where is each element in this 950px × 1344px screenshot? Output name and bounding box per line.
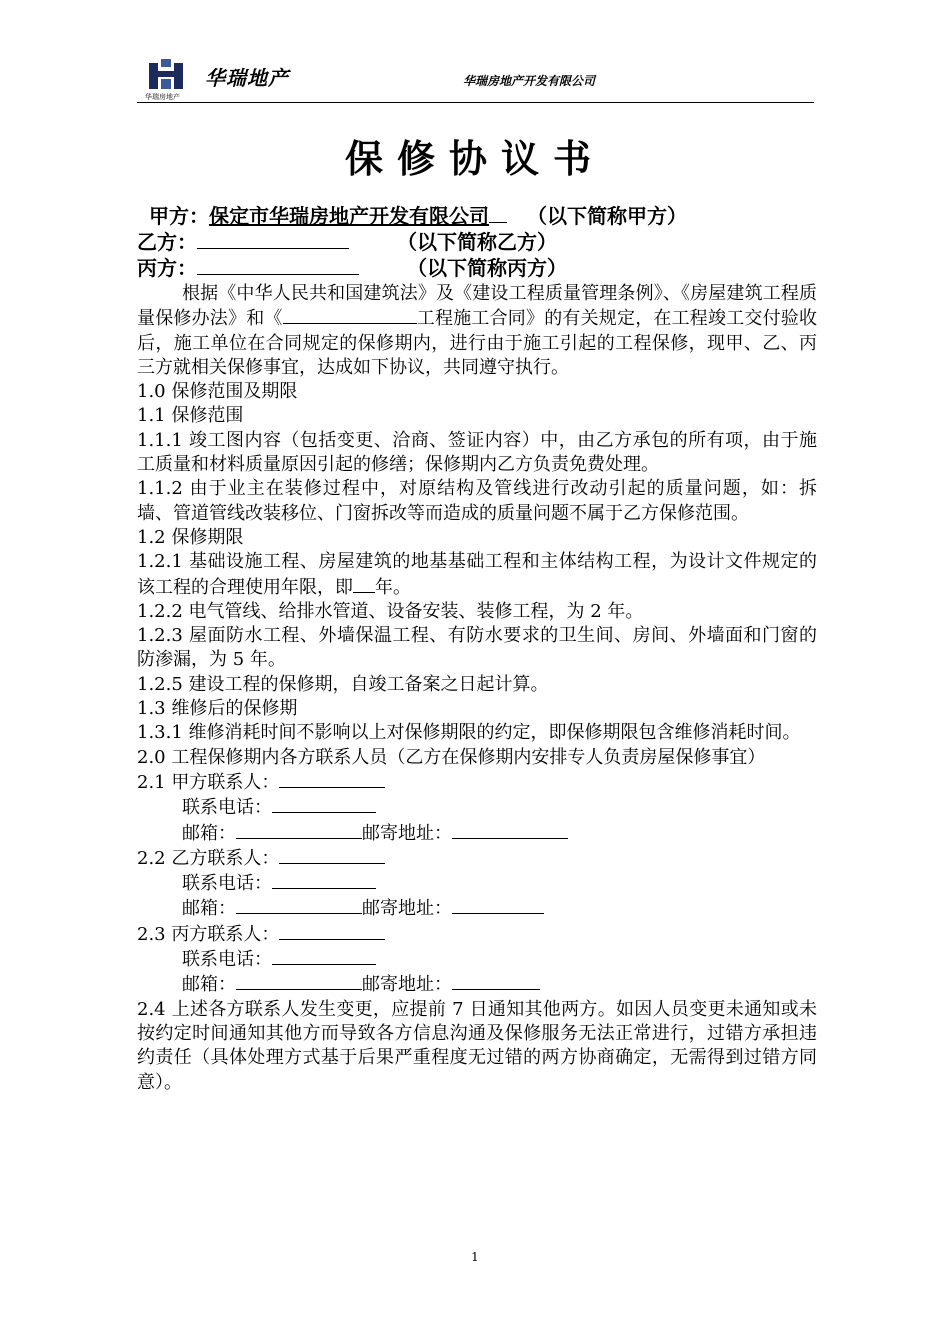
contract-name-blank bbox=[283, 306, 417, 324]
parties-block bbox=[137, 203, 817, 281]
party-jia-abbr: （以下简称甲方） bbox=[527, 204, 687, 228]
phone-blank bbox=[272, 795, 376, 813]
party-jia-blank bbox=[489, 203, 507, 223]
email-label: 邮箱： bbox=[182, 898, 236, 920]
contact-bing-phone bbox=[137, 947, 817, 972]
page-number: 1 bbox=[471, 1250, 479, 1264]
contact-bing bbox=[137, 922, 817, 947]
party-jia bbox=[137, 203, 817, 229]
party-yi-blank bbox=[197, 229, 349, 249]
phone-label: 联系电话： bbox=[182, 797, 272, 819]
party-bing-label: 丙方： bbox=[137, 256, 197, 280]
mail-blank bbox=[452, 821, 568, 839]
party-bing-abbr: （以下简称丙方） bbox=[407, 256, 567, 280]
clause-1-2-1-suffix: 年。 bbox=[375, 576, 411, 598]
clause-1-2-5: 1.2.5 建设工程的保修期，自竣工备案之日起计算。 bbox=[137, 673, 549, 695]
clause-1-2-3: 1.2.3 屋面防水工程、外墙保温工程、有防水要求的卫生间、房间、外墙面和门窗的防渗漏，为 5 年。 bbox=[137, 625, 817, 671]
contact-yi-phone bbox=[137, 871, 817, 896]
phone-label: 联系电话： bbox=[182, 873, 272, 895]
mail-blank bbox=[452, 972, 540, 990]
company-logo-icon bbox=[147, 57, 185, 91]
clause-2-4: 2.4 上述各方联系人发生变更，应提前 7 日通知其他两方。如因人员变更未通知或未按约定时间通知其他方而导致各方信息沟通及保修服务无法正常进行，过错方承担违约责任（具体处理方式基于后果严重程度无过错的两方协商确定，无需得到过错方同意）。 bbox=[137, 998, 817, 1093]
party-bing-blank bbox=[197, 255, 359, 275]
contact-jia-phone bbox=[137, 795, 817, 820]
party-jia-name: 保定市华瑞房地产开发有限公司 bbox=[209, 204, 489, 228]
intro-text-after: 工程施工合同》的有关规定，在工程竣工交付验收后，施工单位在合同规定的保修期内，进行由于施工引起的工程保修，现甲、乙、丙三方就相关保修事宜，达成如下协议，共同遵守执行。 bbox=[137, 308, 818, 378]
section-1-3-heading: 1.3 维修后的保修期 bbox=[137, 698, 298, 720]
party-jia-label: 甲方： bbox=[149, 204, 209, 228]
email-blank bbox=[236, 896, 362, 914]
section-1-1-heading: 1.1 保修范围 bbox=[137, 405, 244, 427]
intro-text-before: 根据《中华人民共和国建筑法》及《建设工程质量管理条例》、《房屋建筑工程质量保修办法》和《 bbox=[137, 283, 817, 330]
years-blank bbox=[353, 575, 375, 593]
section-1-2-heading: 1.2 保修期限 bbox=[137, 526, 244, 548]
party-yi-label: 乙方： bbox=[137, 230, 197, 254]
contact-bing-blank bbox=[279, 922, 385, 940]
phone-blank bbox=[272, 871, 376, 889]
mail-label: 邮寄地址： bbox=[362, 822, 452, 844]
contact-jia-label: 2.1 甲方联系人： bbox=[137, 771, 280, 793]
email-blank bbox=[236, 821, 362, 839]
mail-label: 邮寄地址： bbox=[362, 898, 452, 920]
contact-bing-label: 2.3 丙方联系人： bbox=[137, 923, 280, 945]
logo-caption: 华瑞房地产 bbox=[145, 93, 180, 101]
contact-jia-email bbox=[137, 821, 817, 846]
section-1-heading: 1.0 保修范围及期限 bbox=[137, 381, 298, 403]
contact-yi-email bbox=[137, 896, 817, 921]
page-header bbox=[137, 52, 814, 103]
clause-1-2-2: 1.2.2 电气管线、给排水管道、设备安装、装修工程，为 2 年。 bbox=[137, 600, 644, 622]
party-yi bbox=[137, 229, 817, 255]
mail-blank bbox=[452, 896, 544, 914]
email-label: 邮箱： bbox=[182, 822, 236, 844]
document-body bbox=[137, 282, 817, 1095]
header-company: 华瑞房地产开发有限公司 bbox=[463, 74, 596, 88]
contact-bing-email bbox=[137, 972, 817, 997]
contact-yi-blank bbox=[279, 846, 385, 864]
clause-1-1-2: 1.1.2 由于业主在装修过程中，对原结构及管线进行改动引起的质量问题，如：拆墙、管道管线改装移位、门窗拆改等而造成的质量问题不属于乙方保修范围。 bbox=[137, 478, 817, 524]
phone-label: 联系电话： bbox=[182, 949, 272, 971]
intro-paragraph bbox=[137, 282, 817, 380]
clause-1-2-1-text: 1.2.1 基础设施工程、房屋建筑的地基基础工程和主体结构工程，为设计文件规定的该工程的合理使用年限，即 bbox=[137, 551, 817, 598]
clause-1-1-1: 1.1.1 竣工图内容（包括变更、洽商、签证内容）中，由乙方承包的所有项，由于施工质量和材料质量原因引起的修缮；保修期内乙方负责免费处理。 bbox=[137, 429, 817, 476]
party-yi-abbr: （以下简称乙方） bbox=[397, 230, 557, 254]
phone-blank bbox=[272, 947, 376, 965]
contact-yi bbox=[137, 846, 817, 871]
email-label: 邮箱： bbox=[182, 974, 236, 996]
mail-label: 邮寄地址： bbox=[362, 974, 452, 996]
clause-1-3-1: 1.3.1 维修消耗时间不影响以上对保修期限的约定，即保修期限包含维修消耗时间。 bbox=[137, 722, 801, 744]
brand-name: 华瑞地产 bbox=[205, 66, 289, 90]
email-blank bbox=[236, 972, 362, 990]
document-title: 保修协议书 bbox=[344, 137, 605, 181]
contact-yi-label: 2.2 乙方联系人： bbox=[137, 847, 280, 869]
party-bing bbox=[137, 255, 817, 281]
contact-jia bbox=[137, 770, 817, 795]
section-2-heading: 2.0 工程保修期内各方联系人员（乙方在保修期内安排专人负责房屋保修事宜） bbox=[137, 746, 766, 768]
clause-1-2-1 bbox=[137, 550, 817, 600]
contact-jia-blank bbox=[279, 770, 385, 788]
